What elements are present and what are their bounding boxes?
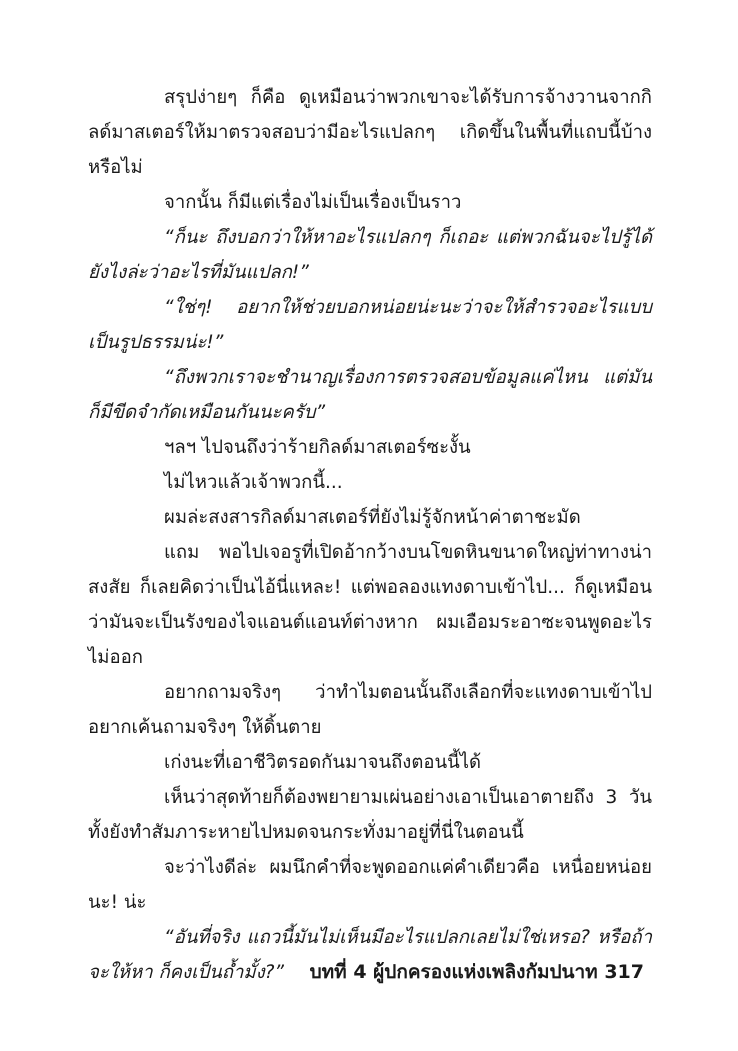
paragraph: จะว่าไงดีล่ะ ผมนึกคำที่จะพูดออกแค่คำเดียวคือ เหนื่อยหน่อยนะ! น่ะ: [88, 857, 652, 913]
paragraph: เห็นว่าสุดท้ายก็ต้องพยายามเผ่นอย่างเอาเป็นเอาตายถึง 3 วัน ทั้งยังทำสัมภาระหายไปหมดจนกระทั่งมาอยู่ที่นี่ในตอนนี้: [88, 787, 652, 843]
dialogue-paragraph: “ใช่ๆ! อยากให้ช่วยบอกหน่อยน่ะนะว่าจะให้สำรวจอะไรแบบเป็นรูปธรรมน่ะ!”: [88, 297, 652, 353]
dialogue-paragraph: “ถึงพวกเราจะชำนาญเรื่องการตรวจสอบข้อมูลแค่ไหน แต่มันก็มีขีดจำกัดเหมือนกันนะครับ”: [88, 367, 652, 423]
body-text: [88, 80, 652, 990]
dialogue-paragraph: “ก็นะ ถึงบอกว่าให้หาอะไรแปลกๆ ก็เถอะ แต่พวกฉันจะไปรู้ได้ยังไงล่ะว่าอะไรที่มันแปลก!”: [88, 227, 652, 283]
paragraph: สรุปง่ายๆ ก็คือ ดูเหมือนว่าพวกเขาจะได้รับการจ้างวานจากกิลด์มาสเตอร์ให้มาตรวจสอบว่ามีอะไรแปลกๆ เกิดขึ้นในพื้นที่แถบนี้บ้างหรือไม่: [88, 87, 652, 178]
page-footer: บทที่ 4 ผู้ปกครองแห่งเพลิงกัมปนาท 317: [309, 961, 644, 983]
paragraph: จากนั้น ก็มีแต่เรื่องไม่เป็นเรื่องเป็นราว: [164, 192, 462, 213]
paragraph: เก่งนะที่เอาชีวิตรอดกันมาจนถึงตอนนี้ได้: [164, 752, 482, 773]
paragraph: ฯลฯ ไปจนถึงว่าร้ายกิลด์มาสเตอร์ซะงั้น: [164, 437, 471, 458]
dialogue-paragraph: “อันที่จริง แถวนี้มันไม่เห็นมีอะไรแปลกเลยไม่ใช่เหรอ? หรือถ้าจะให้หา ก็คงเป็นถ้ำมั้ง?”: [88, 927, 652, 983]
paragraph: อยากถามจริงๆ ว่าทำไมตอนนั้นถึงเลือกที่จะแทงดาบเข้าไป อยากเค้นถามจริงๆ ให้ดิ้นตาย: [88, 682, 652, 738]
paragraph: แถม พอไปเจอรูที่เปิดอ้ากว้างบนโขดหินขนาดใหญ่ท่าทางน่าสงสัย ก็เลยคิดว่าเป็นไอ้นี่แหละ! แต่พอลองแทงดาบเข้าไป... ก็ดูเหมือนว่ามันจะเป็นรังของไจแอนต์แอนท์ต่างหาก ผมเอือมระอาซะจนพูดอะไรไม่ออก: [88, 542, 652, 668]
paragraph: ไม่ไหวแล้วเจ้าพวกนี้...: [164, 472, 343, 493]
paragraph: ผมล่ะสงสารกิลด์มาสเตอร์ที่ยังไม่รู้จักหน้าค่าตาชะมัด: [164, 507, 581, 528]
